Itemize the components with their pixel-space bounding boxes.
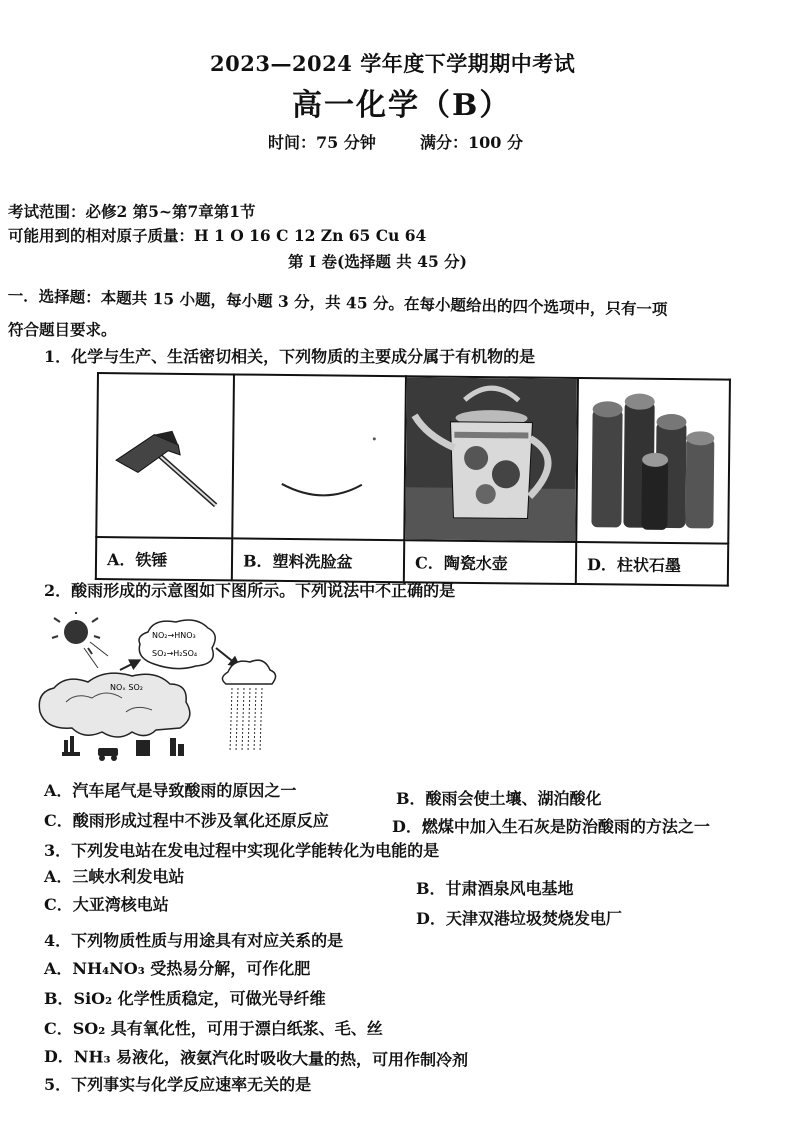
exam-time: 时间：75 分钟	[268, 133, 376, 152]
q2-option-c: C．酸雨形成过程中不涉及氧化还原反应	[44, 811, 329, 830]
diagram-label-3: NOₓ SO₂	[110, 683, 143, 692]
question-1-stem: 1．化学与生产、生活密切相关，下列物质的主要成分属于有机物的是	[44, 347, 536, 366]
graphite-icon	[577, 379, 729, 543]
basin-icon	[233, 375, 405, 539]
exam-scope: 考试范围：必修2 第5~第7章第1节	[8, 202, 256, 221]
option-c-label: C．陶瓷水壶	[404, 540, 576, 584]
q4-option-a: A．NH₄NO₃ 受热易分解，可作化肥	[44, 959, 311, 978]
section-title: 第 I 卷(选择题 共 45 分)	[288, 252, 467, 271]
q3-option-c: C．大亚湾核电站	[44, 895, 169, 914]
instructions-line-1: 一．选择题：本题共 15 小题，每小题 3 分，共 45 分。在每小题给出的四个选项中，只有一项	[7, 285, 668, 319]
q2-option-d: D．燃煤中加入生石灰是防治酸雨的方法之一	[392, 817, 710, 836]
atomic-masses: 可能用到的相对原子质量：H 1 O 16 C 12 Zn 65 Cu 64	[8, 226, 427, 245]
question-2-stem: 2．酸雨形成的示意图如下图所示。下列说法中不正确的是	[44, 581, 456, 600]
option-c-image	[404, 376, 578, 542]
q3-option-d: D．天津双港垃圾焚烧发电厂	[416, 909, 622, 928]
q2-option-b: B．酸雨会使土壤、湖泊酸化	[396, 789, 602, 808]
sun-icon	[52, 612, 100, 654]
option-d-image	[576, 378, 730, 544]
option-a-label: A．铁锤	[96, 537, 232, 580]
question-1-options-table	[95, 372, 731, 587]
exam-title: 2023—2024 学年度下学期期中考试	[210, 51, 576, 76]
hammer-icon	[97, 374, 233, 537]
q4-option-c: C．SO₂ 具有氧化性，可用于漂白纸浆、毛、丝	[44, 1019, 383, 1038]
option-a-image	[96, 373, 234, 538]
teapot-icon	[405, 377, 577, 541]
option-d-label: D．柱状石墨	[576, 542, 728, 586]
instructions-line-2: 符合题目要求。	[8, 320, 117, 339]
q3-option-a: A．三峡水利发电站	[44, 867, 185, 886]
question-5-stem: 5．下列事实与化学反应速率无关的是	[44, 1075, 312, 1094]
full-score: 满分：100 分	[420, 133, 523, 152]
subject-title: 高一化学（B）	[292, 88, 512, 123]
q4-option-d: D．NH₃ 易液化，液氨汽化时吸收大量的热，可用作制冷剂	[43, 1046, 469, 1070]
q2-option-a: A．汽车尾气是导致酸雨的原因之一	[44, 781, 297, 800]
q4-option-b: B．SiO₂ 化学性质稳定，可做光导纤维	[44, 989, 326, 1008]
option-b-image	[232, 374, 406, 540]
question-4-stem: 4．下列物质性质与用途具有对应关系的是	[44, 931, 344, 950]
diagram-label-2: SO₂→H₂SO₄	[152, 649, 198, 658]
question-3-stem: 3．下列发电站在发电过程中实现化学能转化为电能的是	[44, 841, 440, 860]
option-b-label: B．塑料洗脸盆	[232, 538, 404, 582]
acid-rain-diagram	[36, 612, 286, 762]
diagram-label-1: NO₂→HNO₃	[152, 631, 196, 640]
q3-option-b: B．甘肃酒泉风电基地	[416, 879, 574, 898]
